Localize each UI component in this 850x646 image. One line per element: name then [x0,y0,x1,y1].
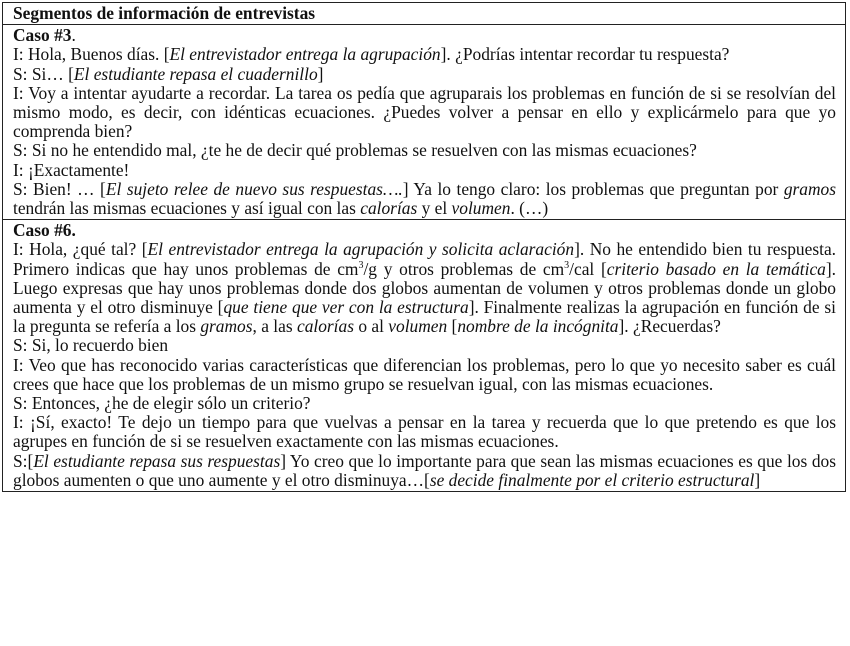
dialogue-text: ] Yo creo que lo importante para que sean las mismas ecuaciones es que los dos globos aumenten o que uno aumente y el otro disminuya…[ [13,450,836,490]
annotation-text: gramos [783,178,836,199]
dialogue-turn [13,84,836,142]
dialogue-text: . (…) [510,198,549,219]
case-3-heading: Caso #3. [13,25,76,46]
case-6-transcript [13,240,836,490]
annotation-text: El estudiante repasa el cuadernillo [73,63,318,84]
speaker-label: S: [13,178,28,199]
speaker-label: S: [13,450,28,471]
annotation-text: El entrevistador entrega la agrupación y solicita aclaración [147,239,575,260]
dialogue-text: Veo que has reconocido varias características que diferencian los problemas, pero lo que yo necesito saber es cuál crees que hace que los problemas de un mismo grupo se resuelvan igual, con las mismas ecuaciones. [13,354,836,394]
dialogue-turn [13,394,836,413]
dialogue-text: ]. Finalmente realizas la agrupación en función de si la pregunta se refería a los [13,297,837,337]
dialogue-text: ] Ya lo tengo claro: los problemas que preguntan por [402,178,784,199]
speaker-label: S: [13,140,28,161]
annotation-text: calorías [296,316,354,337]
annotation-text: nombre de la incógnita [457,316,619,337]
table-title: Segmentos de información de entrevistas [3,3,846,25]
dialogue-text: ] [754,469,761,490]
case-3-cell [3,25,846,220]
dialogue-turn [13,356,836,394]
speaker-label: S: [13,393,28,414]
dialogue-turn [13,141,836,160]
case-row [3,220,846,492]
dialogue-text: ¡Sí, exacto! Te dejo un tiempo para que vuelvas a pensar en la tarea y recuerda que lo que pretendo es que los agrupes en función de si se resuelven exactamente con las mismas ecuaciones. [13,412,836,452]
dialogue-text: ]. No he entendido bien tu respuesta. Primero indicas que hay unos problemas de cm [13,239,837,279]
annotation-text: El entrevistador entrega la agrupación [169,44,441,65]
dialogue-turn [13,161,836,180]
dialogue-turn [13,180,836,218]
dialogue-text: Hola, ¿qué tal? [ [23,239,148,260]
annotation-text: El sujeto relee de nuevo sus respuestas…. [105,178,403,199]
annotation-text: que tiene que ver con la estructura [223,297,469,318]
case-row [3,25,846,220]
dialogue-text: Si… [ [27,63,74,84]
dialogue-text: [ [447,316,458,337]
speaker-label: I: [13,82,24,103]
dialogue-text: o al [353,316,389,337]
dialogue-text: tendrán las mismas ecuaciones y así igual con las [13,198,361,219]
superscript: 3 [564,259,570,271]
dialogue-text: Si, lo recuerdo bien [27,335,169,356]
annotation-text: calorías [360,198,418,219]
dialogue-turn [13,413,836,451]
superscript: 3 [358,259,364,271]
speaker-label: S: [13,63,28,84]
speaker-label: I: [13,239,24,260]
dialogue-text: ]. ¿Podrías intentar recordar tu respuesta? [440,44,730,65]
speaker-label: I: [13,412,24,433]
dialogue-text: /g y otros problemas de cm [363,258,565,279]
interview-segments-table [2,2,846,492]
dialogue-text: Bien! … [ [27,178,106,199]
dialogue-text: ] [317,63,324,84]
dialogue-text: ]. ¿Recuerdas? [618,316,721,337]
speaker-label: I: [13,159,24,180]
dialogue-text: , a las [252,316,297,337]
dialogue-text: Voy a intentar ayudarte a recordar. La tarea os pedía que agruparais los problemas en función de si se resolvían del mismo modo, es decir, con idénticas ecuaciones. ¿Puedes volver a pensar en ello y explicármelo para que yo comprenda bien? [13,82,836,142]
dialogue-turn [13,45,836,64]
dialogue-text: ]. Luego expresas que hay unos problemas donde dos globos aumentan de volumen y otros problemas donde un globo aumenta y el otro disminuye [ [13,258,836,318]
annotation-text: volumen [451,198,511,219]
speaker-label: I: [13,44,24,65]
dialogue-text: /cal [ [569,258,607,279]
case-6-cell [3,220,846,492]
annotation-text: gramos [200,316,253,337]
dialogue-text: Si no he entendido mal, ¿te he de decir qué problemas se resuelven con las mismas ecuaciones? [27,140,697,161]
table-header-row [3,3,846,25]
dialogue-turn [13,452,836,490]
dialogue-text: Hola, Buenos días. [ [23,44,170,65]
annotation-text: El estudiante repasa sus respuestas [33,450,281,471]
dialogue-text: [ [27,450,34,471]
annotation-text: criterio basado en la temática [606,258,826,279]
dialogue-turn [13,240,836,336]
dialogue-text: ¡Exactamente! [23,159,130,180]
dialogue-text: Entonces, ¿he de elegir sólo un criterio? [27,393,311,414]
annotation-text: volumen [388,316,448,337]
speaker-label: I: [13,354,24,375]
speaker-label: S: [13,335,28,356]
dialogue-text: y el [417,198,452,219]
case-3-transcript [13,45,836,218]
dialogue-turn [13,336,836,355]
annotation-text: se decide finalmente por el criterio estructural [429,469,755,490]
case-6-heading: Caso #6. [13,220,76,241]
dialogue-turn [13,65,836,84]
